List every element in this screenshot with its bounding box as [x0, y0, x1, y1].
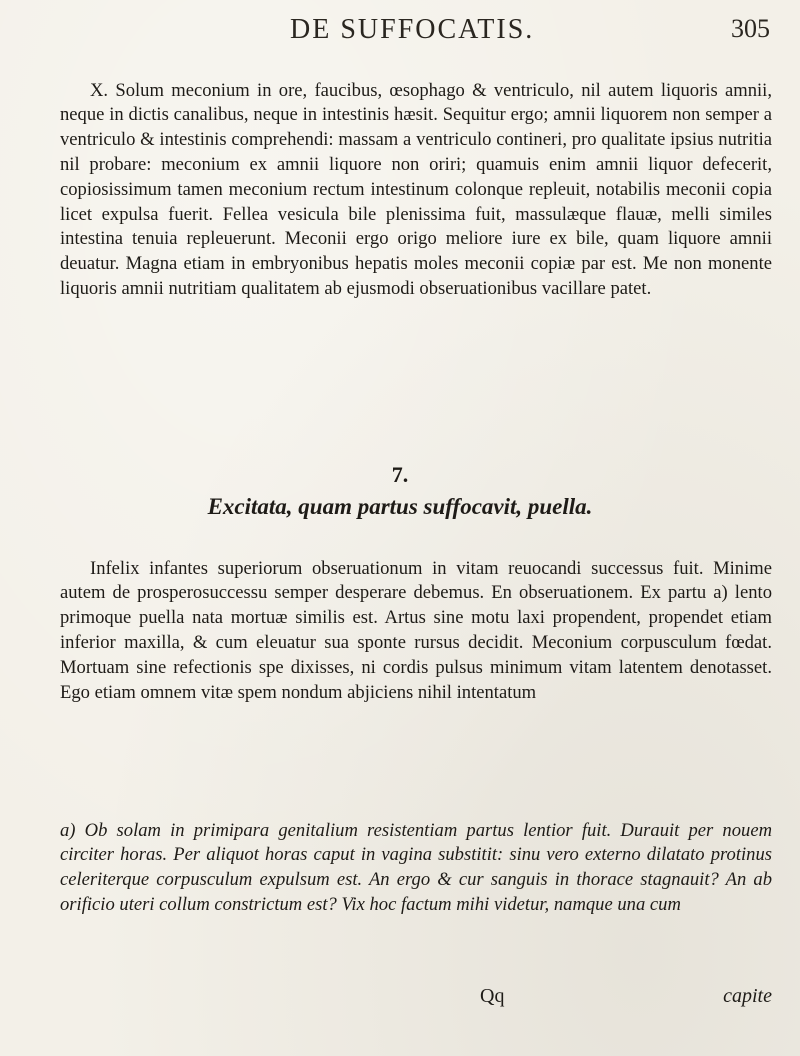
footnote-text: Ob solam in primipara genitalium resistentiam partus lentior fuit. Durauit per nouem circiter horas. Per aliquot horas caput in vagina substitit: sinu vero externo dilatato protinus celeriterque corpusculum expulsum est. An ergo & cur sanguis in thorace stagnauit? An ab orificio uteri collum constrictum est? Vix hoc factum mihi videtur, namque una cum: [60, 819, 772, 915]
footnote-mark: a): [60, 819, 76, 841]
paragraph-observation-x: X. Solum meconium in ore, faucibus, œsophago & ventriculo, nil autem liquoris amnii, neque in dictis canalibus, neque in intestinis hæsit. Sequitur ergo; amnii liquorem non semper a ventriculo & intestinis comprehendi: massam a ventriculo contineri, pro qualitate ipsius nutritia nil probare: meconium ex amnii liquore non oriri; quamuis enim amnii liquor defecerit, copiosissimum tamen meconium rectum intestinum colonque repleuit, notabilis meconii copia licet expulsa fuerit. Fellea vesicula bile plenissima fuit, massulæque flauæ, melli similes intestina tenuia repleuerunt. Meconii ergo origo meliore iure ex bile, quam liquore amnii deuatur. Magna etiam in embryonibus hepatis moles meconii copiæ par est. Me non monente liquoris amnii nutritiam qualitatem ab ejusmodi obseruationibus vacillare patet.: [60, 79, 772, 299]
page-header: [240, 14, 770, 54]
signature-mark: Qq: [480, 985, 505, 1007]
running-title: DE SUFFOCATIS.: [290, 14, 535, 45]
footnote: [60, 819, 772, 918]
page-footer: [60, 985, 772, 1013]
catchword: capite: [723, 985, 772, 1007]
section-title: Excitata, quam partus suffocavit, puella.: [207, 494, 593, 519]
paragraph-observation-7: Infelix infantes superiorum obseruationum in vitam reuocandi successus fuit. Minime autem de prosperosuccessu semper desperare debemus. En obseruationem. Ex partu a) lento primoque puella nata mortuæ similis est. Artus sine motu laxi propendent, propendet etiam inferior maxilla, & cum eleuatur sua sponte rursus decidit. Meconium corpusculum fœdat. Mortuam sine refectionis spe dixisses, ni cordis pulsus minimum vitam latentem denotasset. Ego etiam omnem vitæ spem nondum abjiciens nihil intentatum: [60, 557, 772, 703]
section-number: 7.: [391, 462, 409, 487]
page-number: 305: [731, 14, 770, 43]
